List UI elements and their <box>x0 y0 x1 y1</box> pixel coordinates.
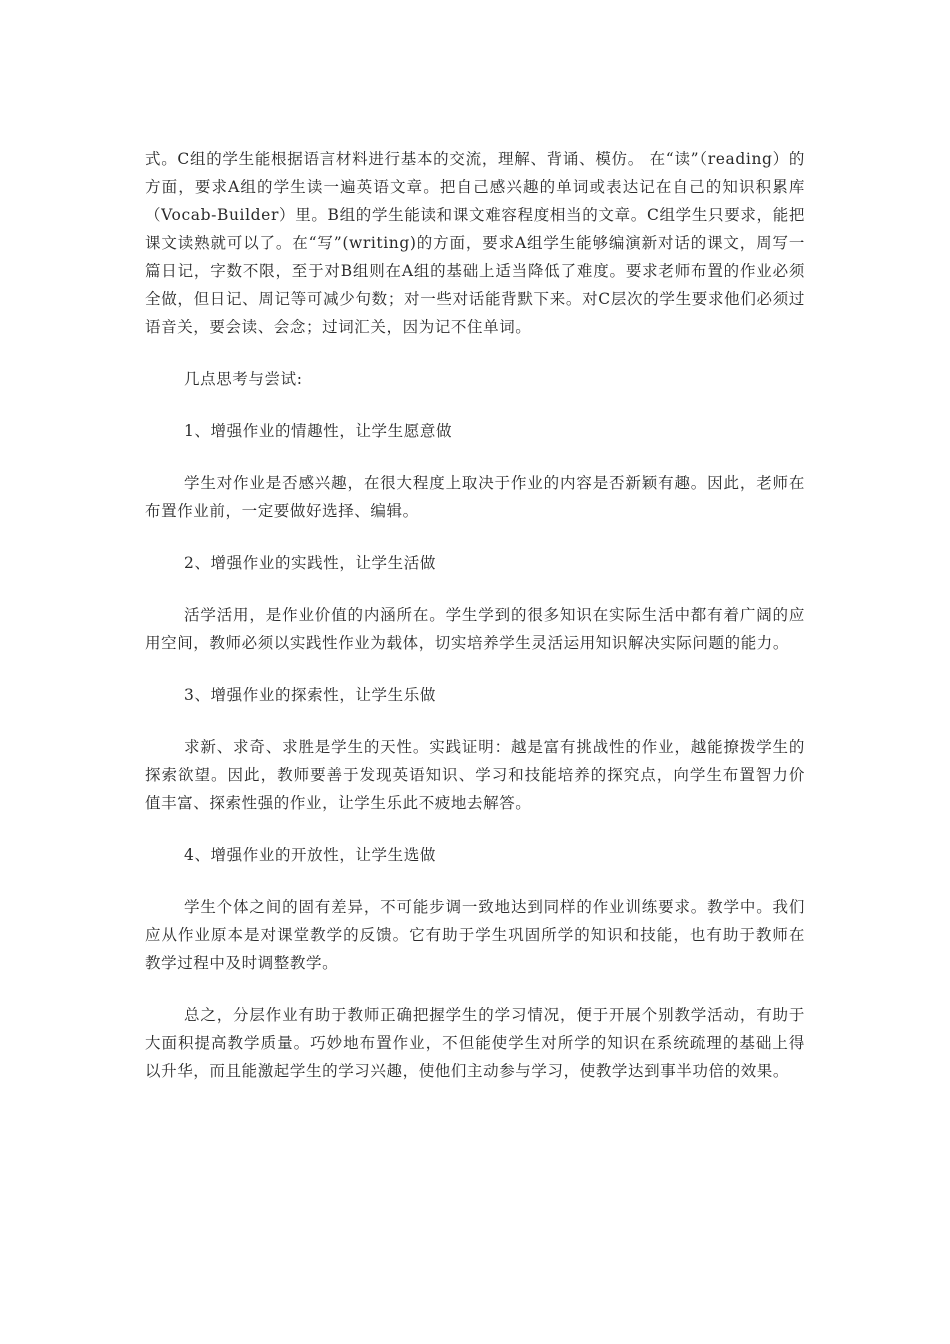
subheading-exploration: 3、增强作业的探索性，让学生乐做 <box>184 686 436 704</box>
subheading-openness: 4、增强作业的开放性，让学生选做 <box>184 846 436 864</box>
paragraph-conclusion: 总之，分层作业有助于教师正确把握学生的学习情况，便于开展个别教学活动，有助于大面积提高教学质量。巧妙地布置作业，不但能使学生对所学的知识在系统疏理的基础上得以升华，而且能激起学生的学习兴趣，使他们主动参与学习，使教学达到事半功倍的效果。 <box>145 1006 805 1080</box>
subheading-practice: 2、增强作业的实践性，让学生活做 <box>184 554 436 572</box>
subheading-interest: 1、增强作业的情趣性，让学生愿意做 <box>184 422 453 440</box>
paragraph-exploration: 求新、求奇、求胜是学生的天性。实践证明：越是富有挑战性的作业，越能撩拨学生的探索欲望。因此，教师要善于发现英语知识、学习和技能培养的探究点，向学生布置智力价值丰富、探索性强的作业，让学生乐此不疲地去解答。 <box>145 738 805 812</box>
paragraph-reading-writing-requirements: 式。C组的学生能根据语言材料进行基本的交流，理解、背诵、模仿。 在“读”（reading）的方面，要求A组的学生读一遍英语文章。把自己感兴趣的单词或表达记在自己的知识积累库（Vocab-Builder）里。B组的学生能读和课文难容程度相当的文章。C组学生只要求，能把课文读熟就可以了。在“写”(writing)的方面，要求A组学生能够编演新对话的课文，周写一篇日记，字数不限，至于对B组则在A组的基础上适当降低了难度。要求老师布置的作业必须全做，但日记、周记等可减少句数；对一些对话能背默下来。对C层次的学生要求他们必须过语音关，要会读、会念；过词汇关，因为记不住单词。 <box>145 150 805 336</box>
paragraph-openness: 学生个体之间的固有差异，不可能步调一致地达到同样的作业训练要求。教学中。我们应从作业原本是对课堂教学的反馈。它有助于学生巩固所学的知识和技能，也有助于教师在教学过程中及时调整教学。 <box>145 898 805 972</box>
paragraph-practice: 活学活用，是作业价值的内涵所在。学生学到的很多知识在实际生活中都有着广阔的应用空间，教师必须以实践性作业为载体，切实培养学生灵活运用知识解决实际问题的能力。 <box>145 606 805 652</box>
document-body <box>145 145 805 1085</box>
section-heading-reflections: 几点思考与尝试: <box>184 370 303 388</box>
paragraph-interest: 学生对作业是否感兴趣，在很大程度上取决于作业的内容是否新颖有趣。因此，老师在布置作业前，一定要做好选择、编辑。 <box>145 474 805 520</box>
